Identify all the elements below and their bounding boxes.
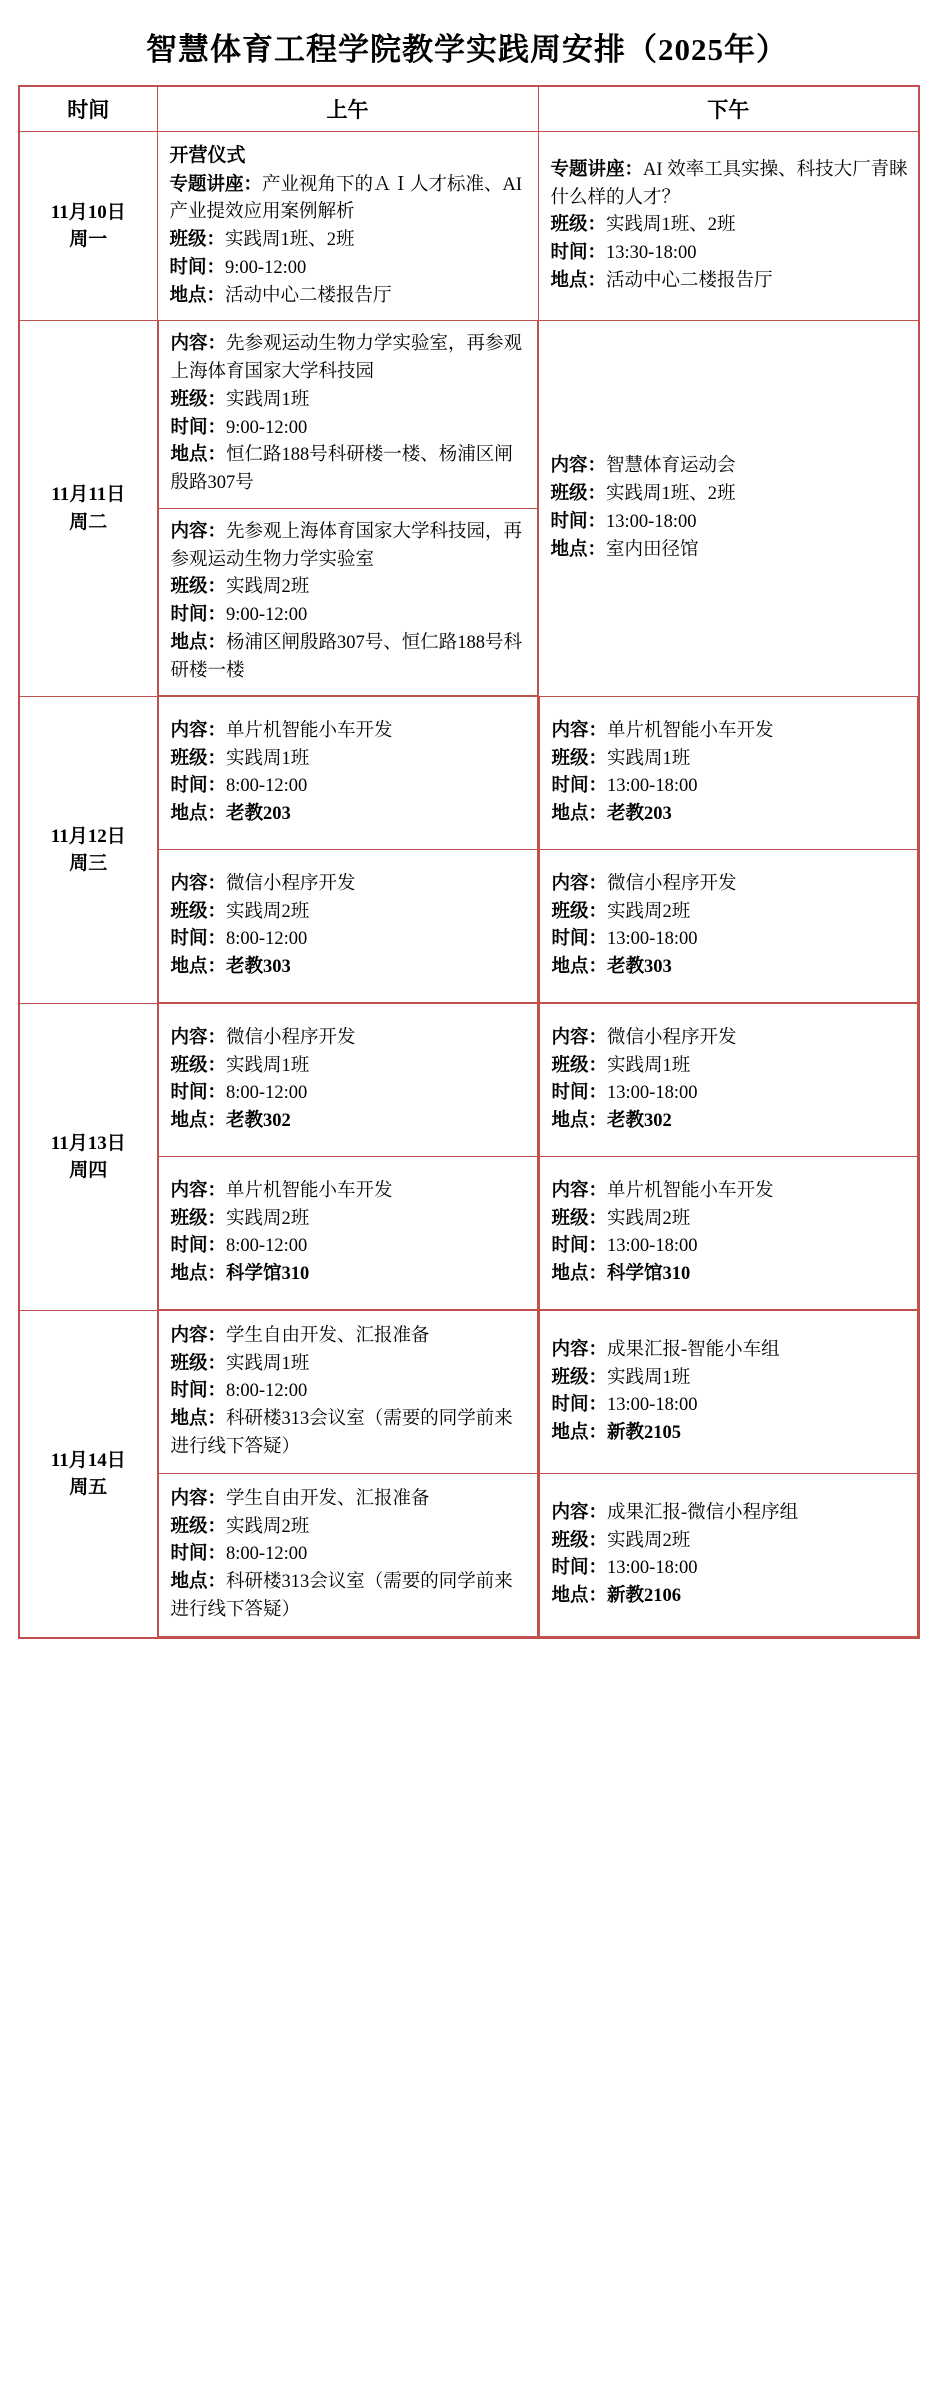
place-value: 老教302: [226, 1111, 291, 1131]
place-label: 地点：: [170, 1409, 227, 1430]
place-value: 科研楼313会议室（需要的同学前来进行线下答疑）: [170, 1409, 513, 1457]
session-time: [171, 602, 527, 630]
day-date: 11月13日: [50, 1132, 126, 1154]
session-place: [552, 1420, 908, 1448]
session-class: [171, 1514, 527, 1542]
session-group: [158, 1004, 538, 1310]
time-label: 时间：: [170, 417, 227, 438]
session-class: [551, 481, 909, 509]
session-time: [171, 1541, 527, 1569]
time-label: 时间：: [170, 1544, 227, 1565]
class-value: 实践周1班: [607, 1367, 691, 1388]
session-group: [158, 321, 538, 696]
session-row: [158, 1474, 537, 1637]
content-value: 单片机智能小车开发: [226, 1180, 393, 1201]
class-value: 实践周2班: [226, 577, 310, 598]
class-label: 班级：: [551, 901, 608, 922]
session-class: [552, 1053, 908, 1081]
day-date: 11月14日: [50, 1449, 126, 1471]
place-label: 地点：: [551, 804, 608, 824]
session-content: [171, 1323, 527, 1351]
content-value: 单片机智能小车开发: [607, 1180, 774, 1201]
session-block: [539, 443, 919, 574]
afternoon-cell: [538, 1004, 919, 1311]
time-value: 13:00-18:00: [607, 1083, 698, 1104]
session-place: [171, 954, 527, 982]
session-block: [159, 1311, 537, 1473]
class-value: 实践周1班: [607, 1055, 691, 1076]
morning-cell: [157, 1004, 538, 1311]
time-value: 8:00-12:00: [226, 1236, 308, 1257]
day-weekday: 周一: [69, 229, 108, 251]
content-label: 内容：: [550, 456, 607, 477]
content-value: 成果汇报-智能小车组: [607, 1339, 780, 1360]
class-value: 实践周2班: [607, 901, 691, 922]
place-value: 室内田径馆: [606, 539, 699, 560]
class-label: 班级：: [170, 1208, 227, 1229]
content-label: 内容：: [551, 1339, 608, 1360]
class-label: 班级：: [170, 748, 227, 769]
class-label: 班级：: [551, 1530, 608, 1551]
session-place: [170, 283, 528, 311]
place-label: 地点：: [170, 1264, 227, 1284]
content-label: 内容：: [551, 873, 608, 894]
content-label: 内容：: [170, 1027, 227, 1048]
session-group: [539, 697, 919, 1003]
place-label: 地点：: [170, 1111, 227, 1131]
session-place: [551, 268, 909, 296]
session-place: [171, 1569, 527, 1625]
day-date: 11月10日: [50, 201, 126, 223]
session-group: [158, 1311, 538, 1637]
content-label: 内容：: [170, 1180, 227, 1201]
place-label: 地点：: [170, 445, 227, 466]
session-group: [158, 697, 538, 1003]
place-label: 地点：: [170, 632, 227, 653]
session-block: [539, 147, 919, 306]
session-content: [171, 1178, 527, 1206]
day-date: 11月11日: [51, 484, 126, 506]
session-time: [552, 1233, 908, 1261]
class-value: 实践周1班、2班: [225, 230, 355, 250]
session-row: [539, 1311, 918, 1474]
session-row: [539, 1474, 918, 1637]
content-value: 微信小程序开发: [607, 1027, 737, 1048]
time-value: 9:00-12:00: [226, 417, 308, 438]
class-value: 实践周2班: [226, 1516, 310, 1537]
session-group: [539, 1004, 919, 1310]
place-label: 地点：: [551, 1586, 608, 1606]
session-place: [552, 954, 908, 982]
class-value: 实践周2班: [607, 1530, 691, 1551]
session-block: [540, 850, 918, 1002]
content-label: 内容：: [170, 1488, 227, 1509]
session-content: [171, 718, 527, 746]
content-value: 学生自由开发、汇报准备: [226, 1325, 430, 1346]
session-place: [552, 801, 908, 829]
session-row: [158, 508, 537, 696]
session-time: [171, 1080, 527, 1108]
content-label: 内容：: [170, 720, 227, 741]
morning-cell: [157, 697, 538, 1004]
lecture-value: AI 效率工具实操、科技大厂青睐什么样的人才？: [550, 159, 908, 208]
schedule-table: [18, 85, 920, 1639]
session-row: [158, 1157, 537, 1310]
time-value: 13:00-18:00: [607, 1236, 698, 1257]
content-label: 内容：: [551, 1180, 608, 1201]
session-block: [159, 1474, 537, 1636]
day-weekday: 周二: [69, 511, 108, 533]
time-label: 时间：: [551, 1083, 608, 1104]
header-cell-afternoon: 下午: [538, 86, 919, 132]
session-group: [539, 1311, 919, 1637]
session-time: [552, 773, 908, 801]
session-content: [552, 1025, 908, 1053]
class-label: 班级：: [170, 1055, 227, 1076]
table-row: [19, 1311, 919, 1639]
day-cell: [19, 1004, 157, 1311]
session-block: [159, 697, 537, 849]
session-block: [159, 1004, 537, 1156]
day-weekday: 周四: [69, 1160, 108, 1182]
class-value: 实践周2班: [226, 1208, 310, 1229]
time-label: 时间：: [551, 1558, 608, 1579]
time-value: 8:00-12:00: [226, 1083, 308, 1104]
afternoon-cell: [538, 1311, 919, 1639]
place-label: 地点：: [551, 1111, 608, 1131]
afternoon-cell: [538, 321, 919, 697]
day-weekday: 周三: [69, 853, 108, 875]
place-label: 地点：: [170, 957, 227, 977]
session-time: [171, 1378, 527, 1406]
class-label: 班级：: [170, 577, 227, 598]
session-place: [171, 630, 527, 686]
day-cell: [19, 697, 157, 1004]
content-label: 内容：: [170, 521, 227, 542]
day-weekday: 周五: [69, 1477, 108, 1499]
session-place: [171, 1406, 527, 1462]
content-value: 先参观上海体育国家大学科技园，再参观运动生物力学实验室: [170, 521, 523, 570]
session-block: [159, 1157, 537, 1309]
table-row: [19, 321, 919, 697]
place-label: 地点：: [170, 804, 227, 824]
time-label: 时间：: [551, 776, 608, 797]
session-place: [171, 1108, 527, 1136]
time-value: 9:00-12:00: [225, 257, 307, 278]
morning-cell: [157, 321, 538, 697]
place-label: 地点：: [551, 957, 608, 977]
content-label: 内容：: [551, 1027, 608, 1048]
session-time: [552, 1392, 908, 1420]
class-label: 班级：: [170, 1353, 227, 1374]
session-class: [552, 1528, 908, 1556]
place-label: 地点：: [550, 270, 607, 291]
session-place: [552, 1583, 908, 1611]
session-row: [539, 1157, 918, 1310]
day-cell: [19, 132, 157, 321]
afternoon-cell: [538, 697, 919, 1004]
day-cell: [19, 1311, 157, 1639]
session-time: [551, 509, 909, 537]
session-lecture: [551, 157, 909, 213]
session-block: [159, 850, 537, 1002]
session-class: [171, 574, 527, 602]
session-row: [539, 697, 918, 850]
place-value: 老教203: [226, 804, 291, 824]
time-value: 13:00-18:00: [607, 776, 698, 797]
session-row: [539, 1004, 918, 1157]
session-class: [171, 899, 527, 927]
session-row: [158, 1004, 537, 1157]
content-value: 微信小程序开发: [226, 1027, 356, 1048]
lecture-label: 专题讲座：: [169, 174, 263, 195]
content-value: 单片机智能小车开发: [226, 720, 393, 741]
class-label: 班级：: [551, 748, 608, 769]
place-label: 地点：: [551, 1264, 608, 1284]
session-block: [540, 1157, 918, 1309]
session-block: [540, 1474, 918, 1636]
class-label: 班级：: [551, 1367, 608, 1388]
class-label: 班级：: [170, 901, 227, 922]
class-label: 班级：: [169, 230, 226, 250]
class-value: 实践周1班: [226, 1055, 310, 1076]
session-class: [552, 746, 908, 774]
content-value: 微信小程序开发: [607, 873, 737, 894]
time-label: 时间：: [169, 257, 226, 278]
session-time: [551, 240, 909, 268]
time-label: 时间：: [170, 1381, 227, 1402]
place-label: 地点：: [551, 1423, 608, 1443]
time-value: 8:00-12:00: [226, 776, 308, 797]
page-title: 智慧体育工程学院教学实践周安排（2025年）: [146, 32, 788, 67]
session-class: [170, 227, 528, 255]
session-time: [171, 773, 527, 801]
place-value: 新教2105: [607, 1423, 682, 1443]
time-value: 13:00-18:00: [607, 929, 698, 950]
session-time: [170, 255, 528, 283]
table-header-row: [19, 86, 919, 132]
content-label: 内容：: [551, 720, 608, 741]
place-value: 老教203: [607, 804, 672, 824]
time-label: 时间：: [550, 243, 607, 263]
day-date: 11月12日: [50, 825, 126, 847]
content-value: 单片机智能小车开发: [607, 720, 774, 741]
class-value: 实践周2班: [607, 1208, 691, 1229]
session-content: [552, 1178, 908, 1206]
session-block: [158, 132, 538, 320]
session-block: [540, 1004, 918, 1156]
session-row: [539, 850, 918, 1003]
content-value: 智慧体育运动会: [606, 456, 736, 477]
class-label: 班级：: [170, 389, 227, 410]
morning-cell: [157, 132, 538, 321]
session-class: [171, 1351, 527, 1379]
class-value: 实践周1班、2班: [606, 484, 736, 504]
session-row: [158, 850, 537, 1003]
time-label: 时间：: [551, 929, 608, 950]
place-value: 科学馆310: [607, 1264, 691, 1284]
content-value: 先参观运动生物力学实验室，再参观上海体育国家大学科技园: [170, 334, 523, 382]
header-cell-morning: 上午: [157, 86, 538, 132]
session-class: [552, 899, 908, 927]
class-label: 班级：: [170, 1516, 227, 1537]
session-place: [171, 1261, 527, 1289]
session-time: [171, 415, 527, 443]
session-place: [552, 1108, 908, 1136]
session-class: [551, 212, 909, 240]
morning-cell: [157, 1311, 538, 1639]
time-label: 时间：: [170, 776, 227, 797]
time-value: 13:00-18:00: [607, 1558, 698, 1579]
table-row: [19, 1004, 919, 1311]
time-label: 时间：: [170, 605, 227, 625]
time-value: 9:00-12:00: [226, 605, 308, 625]
session-content: [171, 1486, 527, 1514]
session-class: [552, 1365, 908, 1393]
time-label: 时间：: [170, 1083, 227, 1104]
table-row: [19, 697, 919, 1004]
time-value: 13:00-18:00: [606, 511, 697, 532]
time-label: 时间：: [551, 1236, 608, 1257]
time-label: 时间：: [550, 511, 607, 532]
table-row: [19, 132, 919, 321]
session-block: [540, 1311, 918, 1473]
lecture-value: 产业视角下的ＡＩ人才标准、AI 产业提效应用案例解析: [169, 174, 523, 223]
session-content: [552, 1337, 908, 1365]
session-block: [159, 509, 537, 696]
time-value: 8:00-12:00: [226, 929, 308, 950]
class-label: 班级：: [550, 484, 607, 504]
session-content: [171, 331, 527, 387]
place-value: 杨浦区闸殷路307号、恒仁路188号科研楼一楼: [170, 632, 523, 681]
time-value: 13:00-18:00: [607, 1395, 698, 1416]
session-content: [171, 871, 527, 899]
place-value: 老教302: [607, 1111, 672, 1131]
session-place: [551, 537, 909, 565]
session-headline: 开营仪式: [169, 145, 246, 166]
place-value: 恒仁路188号科研楼一楼、杨浦区闸殷路307号: [170, 445, 513, 493]
lecture-label: 专题讲座：: [550, 159, 644, 180]
class-label: 班级：: [550, 215, 607, 236]
session-time: [552, 1080, 908, 1108]
time-label: 时间：: [170, 1236, 227, 1257]
session-content: [171, 519, 527, 575]
class-value: 实践周1班: [226, 389, 310, 410]
session-time: [552, 926, 908, 954]
afternoon-cell: [538, 132, 919, 321]
header-cell-time: 时间: [19, 86, 157, 132]
place-value: 活动中心二楼报告厅: [225, 285, 392, 306]
time-value: 13:30-18:00: [606, 243, 697, 263]
place-label: 地点：: [169, 285, 226, 306]
session-block: [159, 321, 537, 508]
session-row: [158, 1311, 537, 1474]
session-class: [171, 1053, 527, 1081]
class-value: 实践周1班: [607, 748, 691, 769]
place-value: 老教303: [607, 957, 672, 977]
class-label: 班级：: [551, 1055, 608, 1076]
time-label: 时间：: [551, 1395, 608, 1416]
session-content: [552, 1500, 908, 1528]
session-row: [158, 697, 537, 850]
session-place: [171, 801, 527, 829]
content-value: 成果汇报-微信小程序组: [607, 1502, 799, 1523]
session-time: [171, 1233, 527, 1261]
session-lecture: [170, 172, 528, 228]
place-value: 老教303: [226, 957, 291, 977]
place-value: 活动中心二楼报告厅: [606, 270, 773, 291]
session-time: [171, 926, 527, 954]
class-value: 实践周1班、2班: [606, 215, 736, 236]
time-value: 8:00-12:00: [226, 1381, 308, 1402]
content-label: 内容：: [551, 1502, 608, 1523]
class-value: 实践周1班: [226, 1353, 310, 1374]
session-content: [552, 871, 908, 899]
day-cell: [19, 321, 157, 697]
content-label: 内容：: [170, 1325, 227, 1346]
class-label: 班级：: [551, 1208, 608, 1229]
session-class: [171, 1206, 527, 1234]
session-class: [552, 1206, 908, 1234]
session-class: [171, 746, 527, 774]
session-place: [552, 1261, 908, 1289]
place-value: 科研楼313会议室（需要的同学前来进行线下答疑）: [170, 1572, 513, 1620]
session-row: [158, 321, 537, 508]
content-label: 内容：: [170, 873, 227, 894]
session-time: [552, 1555, 908, 1583]
session-content: [551, 453, 909, 481]
time-value: 8:00-12:00: [226, 1544, 308, 1565]
session-content: [552, 718, 908, 746]
session-class: [171, 387, 527, 415]
content-value: 微信小程序开发: [226, 873, 356, 894]
place-value: 科学馆310: [226, 1264, 310, 1284]
time-label: 时间：: [170, 929, 227, 950]
session-block: [540, 697, 918, 849]
place-label: 地点：: [170, 1572, 227, 1593]
class-value: 实践周1班: [226, 748, 310, 769]
session-place: [171, 442, 527, 498]
class-value: 实践周2班: [226, 901, 310, 922]
content-label: 内容：: [170, 334, 227, 355]
place-value: 新教2106: [607, 1586, 682, 1606]
content-value: 学生自由开发、汇报准备: [226, 1488, 430, 1509]
place-label: 地点：: [550, 539, 607, 560]
session-content: [171, 1025, 527, 1053]
